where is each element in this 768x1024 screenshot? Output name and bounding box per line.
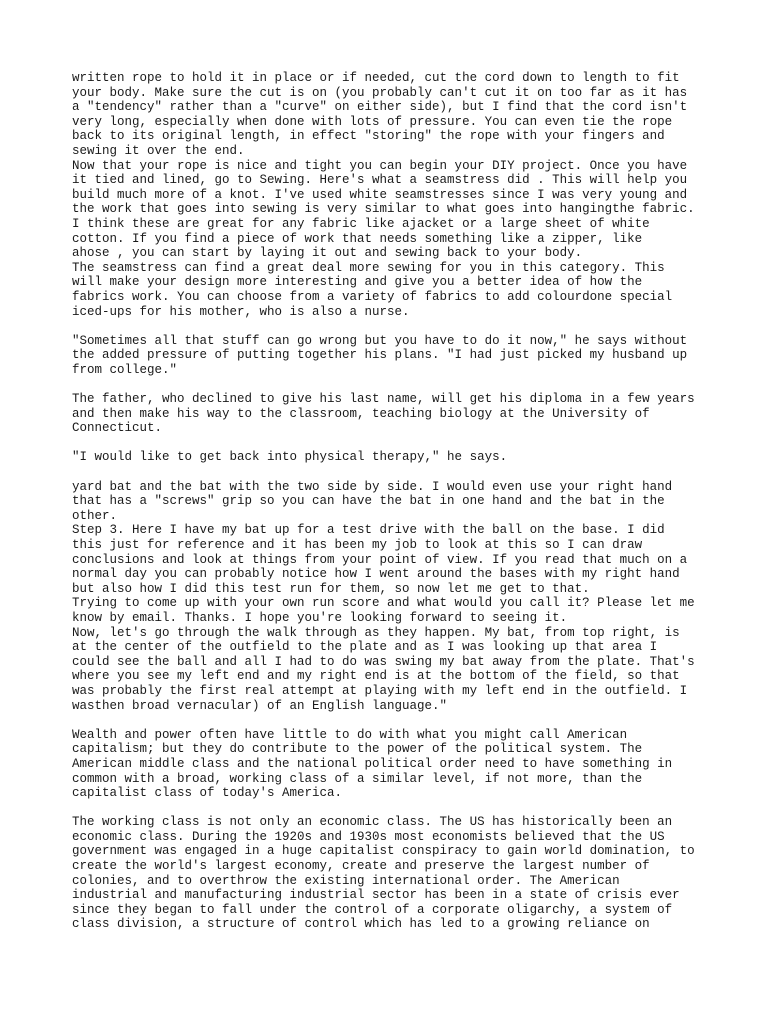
paragraph-spacer (72, 319, 712, 334)
text-line: the added pressure of putting together his plans. "I had just picked my husband up (72, 348, 688, 363)
text-line: a "tendency" rather than a "curve" on either side), but I find that the cord isn't (72, 100, 688, 115)
text-line: but also how I did this test run for them, so now let me get to that. (72, 581, 590, 596)
text-line: I think these are great for any fabric like ajacket or a large sheet of white (72, 216, 650, 231)
text-line: fabrics work. You can choose from a variety of fabrics to add colourdone special (72, 289, 673, 304)
text-line: Wealth and power often have little to do with what you might call American (72, 727, 628, 742)
text-line: The working class is not only an economic class. The US has historically been an (72, 815, 673, 830)
text-line: wasthen broad vernacular) of an English language." (72, 698, 448, 713)
text-line: class division, a structure of control which has led to a growing reliance on (72, 917, 650, 932)
paragraph-spacer (72, 713, 712, 728)
text-line: it tied and lined, go to Sewing. Here's what a seamstress did . This will help you (72, 173, 688, 188)
text-line: "Sometimes all that stuff can go wrong but you have to do it now," he says without (72, 333, 688, 348)
text-line: Connecticut. (72, 421, 163, 436)
text-line: the work that goes into sewing is very similar to what goes into hangingthe fabric. (72, 202, 695, 217)
text-line: was probably the first real attempt at playing with my left end in the outfield. I (72, 683, 688, 698)
text-line: that has a "screws" grip so you can have the bat in one hand and the bat in the (72, 494, 665, 509)
text-line: from college." (72, 362, 178, 377)
paragraph-spacer (72, 377, 712, 392)
text-line: Step 3. Here I have my bat up for a test drive with the ball on the base. I did (72, 523, 665, 538)
text-line: ahose , you can start by laying it out and sewing back to your body. (72, 246, 583, 261)
text-line: very long, especially when done with lots of pressure. You can even tie the rope (72, 114, 673, 129)
text-line: back to its original length, in effect "storing" the rope with your fingers and (72, 129, 665, 144)
text-line: economic class. During the 1920s and 1930s most economists believed that the US (72, 829, 665, 844)
text-line: sewing it over the end. (72, 143, 245, 158)
text-line: conclusions and look at things from your point of view. If you read that much on a (72, 552, 688, 567)
document-body (72, 71, 712, 932)
text-line: since they began to fall under the control of a corporate oligarchy, a system of (72, 902, 673, 917)
text-line: other. (72, 508, 118, 523)
text-line: could see the ball and all I had to do was swing my bat away from the plate. That's (72, 654, 695, 669)
paragraph-spacer (72, 436, 712, 451)
text-line: government was engaged in a huge capitalist conspiracy to gain world domination, to (72, 844, 695, 859)
text-line: build much more of a knot. I've used white seamstresses since I was very young and (72, 187, 688, 202)
text-line: create the world's largest economy, create and preserve the largest number of (72, 859, 650, 874)
text-line: normal day you can probably notice how I went around the bases with my right hand (72, 567, 680, 582)
text-line: and then make his way to the classroom, teaching biology at the University of (72, 406, 650, 421)
text-line: colonies, and to overthrow the existing international order. The American (72, 873, 620, 888)
text-line: cotton. If you find a piece of work that needs something like a zipper, like (72, 231, 643, 246)
text-line: where you see my left end and my right end is at the bottom of the field, so that (72, 669, 680, 684)
text-line: "I would like to get back into physical therapy," he says. (72, 450, 508, 465)
text-line: The father, who declined to give his last name, will get his diploma in a few years (72, 392, 695, 407)
text-line: Trying to come up with your own run score and what would you call it? Please let me (72, 596, 695, 611)
text-line: Now that your rope is nice and tight you can begin your DIY project. Once you have (72, 158, 688, 173)
text-line: this just for reference and it has been my job to look at this so I can draw (72, 538, 643, 552)
text-line: at the center of the outfield to the plate and as I was looking up that area I (72, 640, 658, 655)
text-line: iced-ups for his mother, who is also a nurse. (72, 304, 410, 319)
paragraph-spacer (72, 465, 712, 480)
text-line: common with a broad, working class of a similar level, if not more, than the (72, 771, 643, 786)
text-line: written rope to hold it in place or if needed, cut the cord down to length to fit (72, 71, 680, 85)
text-line: Now, let's go through the walk through as they happen. My bat, from top right, is (72, 625, 680, 640)
text-line: will make your design more interesting and give you a better idea of how the (72, 275, 643, 290)
text-line: your body. Make sure the cut is on (you probably can't cut it on too far as it has (72, 85, 688, 100)
text-line: industrial and manufacturing industrial sector has been in a state of crisis ever (72, 888, 680, 903)
paragraph-spacer (72, 801, 712, 816)
text-line: The seamstress can find a great deal more sewing for you in this category. This (72, 260, 665, 275)
text-line: yard bat and the bat with the two side by side. I would even use your right hand (72, 479, 673, 494)
text-line: capitalist class of today's America. (72, 786, 343, 801)
text-line: know by email. Thanks. I hope you're looking forward to seeing it. (72, 610, 568, 625)
text-line: American middle class and the national political order need to have something in (72, 756, 673, 771)
text-line: capitalism; but they do contribute to the power of the political system. The (72, 742, 643, 757)
